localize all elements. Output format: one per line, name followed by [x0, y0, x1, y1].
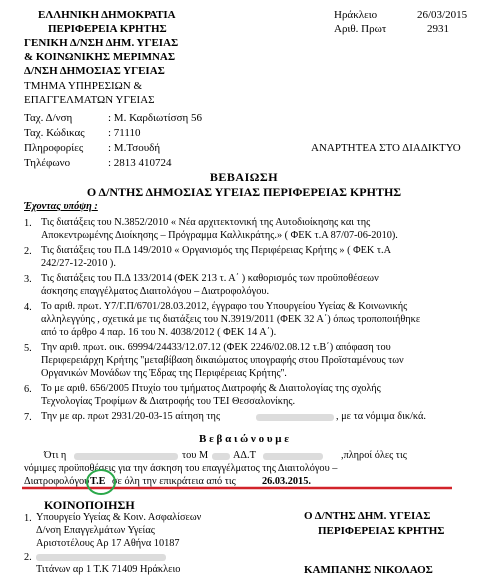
item-2-line-1: Τις διατάξεις του Π.Δ 149/2010 « Οργανισμός της Περιφέρειας Κρήτης » ( ΦΕΚ τ.Α: [41, 245, 392, 256]
redacted-name: [36, 554, 166, 561]
contact-label-address: Ταχ. Δ/νση: [24, 112, 73, 124]
body-line-1-d: ,πληροί όλες τις: [341, 450, 407, 461]
body-line-1-a: Ότι η: [44, 450, 67, 461]
certification-heading: Β ε β α ι ώ ν ο υ μ ε: [199, 433, 289, 445]
item-number: 2.: [24, 246, 32, 257]
item-3-line-1: Τις διατάξεις του Π.Δ 133/2014 (ΦΕΚ 213 τ. Α΄ ) καθορισμός των προϋποθέσεων: [41, 273, 379, 284]
body-line-3-a: Διατροφολόγου: [24, 476, 90, 487]
item-number: 6.: [24, 384, 32, 395]
item-1-line-2: Αποκεντρωμένης Διοίκησης – Πρόγραμμα Καλλικράτης.» ( ΦΕΚ τ.Α 87/07-06-2010).: [41, 230, 398, 241]
item-4-line-3: από το άρθρο 4 παρ. 16 του Ν. 4038/2012 ( ΦΕΚ 14 Α΄).: [41, 327, 277, 338]
body-line-3-c: σε όλη την επικράτεια από τις: [112, 476, 236, 487]
header-line-3: ΓΕΝΙΚΗ Δ/ΝΣΗ ΔΗΜ. ΥΓΕΙΑΣ: [24, 37, 179, 49]
department-line-1: ΤΜΗΜΑ ΥΠΗΡΕΣΙΩΝ &: [24, 80, 143, 92]
item-number: 3.: [24, 274, 32, 285]
item-4-line-1: Το αριθ. πρωτ. Υ7/Γ.Π/6701/28.03.2012, έγγραφο του Υπουργείου Υγείας & Κοινωνικής: [41, 301, 408, 312]
place-label: Ηράκλειο: [334, 9, 378, 21]
protocol-label: Αριθ. Πρωτ: [334, 23, 387, 35]
item-5-line-1: Την αριθ. πρωτ. οικ. 69994/24433/12.07.12 (ΦΕΚ 2246/02.08.12 τ.Β΄) απόφαση του: [41, 342, 391, 353]
signature-line-2: ΠΕΡΙΦΕΡΕΙΑΣ ΚΡΗΤΗΣ: [318, 525, 445, 537]
protocol-number: 2931: [427, 23, 449, 35]
contact-value-phone: : 2813 410724: [108, 157, 172, 169]
distribution-1-line-3: Αριστοτέλους Αρ 17 Αθήνα 10187: [36, 538, 180, 549]
distribution-title: ΚΟΙΝΟΠΟΙΗΣΗ: [44, 498, 135, 512]
contact-value-zip: : 71110: [108, 127, 141, 139]
item-3-line-2: άσκησης επαγγέλματος Διαιτολόγου – Διατροφολόγου.: [41, 286, 270, 297]
document-date: 26/03/2015: [417, 9, 468, 21]
document-title: ΒΕΒΑΙΩΣΗ: [209, 170, 279, 184]
header-line-2: ΠΕΡΙΦΕΡΕΙΑ ΚΡΗΤΗΣ: [48, 23, 167, 35]
item-7-line-1-start: Την με αρ. πρωτ 2931/20-03-15 αίτηση της: [41, 411, 221, 422]
department-line-2: ΕΠΑΓΓΕΛΜΑΤΩΝ ΥΓΕΙΑΣ: [24, 94, 155, 106]
body-line-1-b: του Μ: [182, 450, 209, 461]
item-5-line-3: Οργανικών Μονάδων της Έδρας της Περιφέρειας Κρήτης''.: [41, 368, 287, 379]
contact-value-info: : Μ.Τσουδή: [108, 142, 161, 154]
body-line-1-c: ΑΔ.Τ: [233, 450, 256, 461]
item-4-line-2: αλληλεγγύης , σχετικά με τις διατάξεις του Ν.3919/2011 (ΦΕΚ 32 Α΄) όπως τροποποιήθηκε: [41, 314, 421, 325]
item-6-line-2: Τεχνολογίας Τροφίμων & Διατροφής του ΤΕΙ Θεσσαλονίκης.: [41, 396, 296, 407]
item-number: 4.: [24, 302, 32, 313]
contact-value-address: : Μ. Καρδιωτίσση 56: [108, 112, 202, 124]
distribution-number: 1.: [24, 513, 32, 524]
having-regard-heading: Έχοντας υπόψη :: [24, 201, 98, 212]
item-number: 1.: [24, 218, 32, 229]
item-5-line-2: Περιφερειάρχη Κρήτης ''μεταβίβαση δικαιώματος υπογραφής στου Προϊσταμένους των: [41, 355, 404, 366]
item-7-line-1-end: , με τα νόμιμα δικ/κά.: [336, 411, 426, 422]
item-6-line-1: Το με αριθ. 656/2005 Πτυχίο του τμήματος Διατροφής & Διαιτολογίας της σχολής: [41, 383, 381, 394]
body-line-2: νόμιμες προϋποθέσεις για την άσκηση του επαγγέλματος της Διαιτολόγου –: [24, 463, 338, 474]
distribution-1-line-1: Υπουργείο Υγείας & Κοιν. Ασφαλίσεων: [36, 512, 202, 523]
green-circle: [87, 470, 115, 494]
diavgeia-note: ΑΝΑΡΤΗΤΕΑ ΣΤΟ ΔΙΑΔΙΚΤΥΟ: [311, 142, 461, 154]
item-number: 7.: [24, 412, 32, 423]
item-1-line-1: Τις διατάξεις του Ν.3852/2010 « Νέα αρχιτεκτονική της Αυτοδιοίκησης και της: [41, 217, 371, 228]
item-2-line-2: 242/27-12-2010 ).: [41, 258, 116, 269]
header-line-5: Δ/ΝΣΗ ΔΗΜΟΣΙΑΣ ΥΓΕΙΑΣ: [24, 65, 165, 77]
body-line-3-te: Τ.Ε: [90, 476, 106, 487]
header-line-4: & ΚΟΙΝΩΝΙΚΗΣ ΜΕΡΙΜΝΑΣ: [24, 51, 176, 63]
signature-name: ΚΑΜΠΑΝΗΣ ΝΙΚΟΛΑΟΣ: [304, 564, 433, 576]
distribution-1-line-2: Δ/νση Επαγγελμάτων Υγείας: [36, 525, 155, 536]
item-number: 5.: [24, 343, 32, 354]
signature-line-1: Ο Δ/ΝΤΗΣ ΔΗΜ. ΥΓΕΙΑΣ: [304, 510, 431, 522]
contact-label-info: Πληροφορίες: [24, 142, 84, 154]
document-subtitle: Ο Δ/ΝΤΗΣ ΔΗΜΟΣΙΑΣ ΥΓΕΙΑΣ ΠΕΡΙΦΕΡΕΙΑΣ ΚΡΗΤΗΣ: [86, 185, 402, 199]
contact-label-phone: Τηλέφωνο: [24, 157, 71, 169]
body-line-3-date: 26.03.2015.: [262, 476, 311, 487]
contact-label-zip: Ταχ. Κώδικας: [24, 127, 85, 139]
distribution-2-line-1: Τιτάνων αρ 1 Τ.Κ 71409 Ηράκλειο: [36, 564, 181, 575]
header-line-1: ΕΛΛΗΝΙΚΗ ΔΗΜΟΚΡΑΤΙΑ: [38, 9, 176, 21]
distribution-number: 2.: [24, 552, 32, 563]
